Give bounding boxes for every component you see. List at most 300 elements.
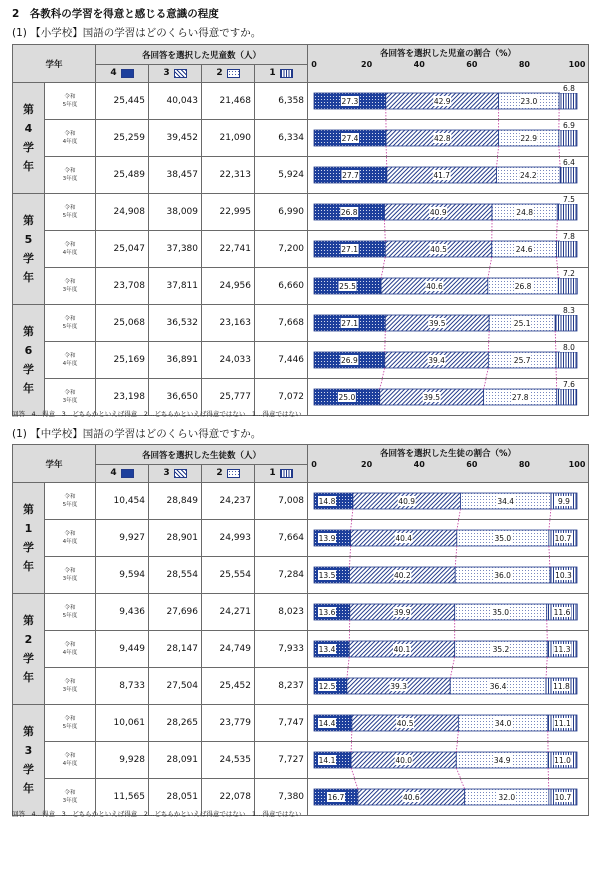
data-label: 24.8	[516, 208, 534, 217]
grade-char: 第	[23, 725, 34, 738]
connector-line	[347, 668, 348, 678]
data-label: 40.9	[398, 497, 416, 506]
axis-tick-label: 80	[518, 60, 530, 69]
data-label: 6.8	[563, 84, 575, 93]
page-heading: 2 各教科の学習を得意と感じる意識の程度	[12, 8, 219, 20]
table-row	[13, 231, 589, 268]
count-cell-2: 25,554	[202, 557, 255, 594]
data-label: 40.2	[394, 571, 411, 580]
data-label: 42.8	[434, 134, 451, 143]
survey-year	[45, 120, 96, 157]
data-label: 27.3	[341, 97, 359, 106]
axis-tick-label: 60	[466, 60, 478, 69]
data-label: 14.4	[318, 719, 336, 728]
data-label: 13.4	[318, 645, 336, 654]
data-label: 6.9	[563, 121, 575, 130]
response-key-label: 1	[269, 468, 276, 479]
grade-label	[13, 705, 45, 816]
count-cell-4: 25,068	[96, 305, 149, 342]
year-label: 3年度	[62, 576, 78, 582]
junior-table	[12, 444, 589, 816]
data-label: 7.2	[563, 269, 575, 278]
era-label: 令和	[64, 279, 76, 285]
grade-char: 年	[23, 560, 34, 573]
year-label: 4年度	[62, 250, 78, 256]
count-cell-3: 28,901	[149, 520, 202, 557]
bar-segment-1	[560, 167, 577, 183]
connector-line	[380, 379, 383, 389]
ratio-bar-cell	[308, 305, 589, 342]
count-cell-3: 38,009	[149, 194, 202, 231]
data-label: 26.8	[514, 282, 532, 291]
connector-line	[382, 368, 385, 378]
ratio-bar-cell	[308, 557, 589, 594]
data-label: 16.7	[327, 793, 345, 802]
connector-line	[351, 520, 352, 530]
year-label: 3年度	[62, 287, 78, 293]
data-label: 24.6	[515, 245, 533, 254]
table-row	[13, 594, 589, 631]
count-cell-4: 10,061	[96, 705, 149, 742]
count-cell-1: 7,446	[255, 342, 308, 379]
count-cell-2: 22,313	[202, 157, 255, 194]
table-row	[13, 557, 589, 594]
survey-year	[45, 231, 96, 268]
data-label: 32.0	[498, 793, 516, 802]
data-label: 40.1	[393, 645, 411, 654]
data-label: 6.4	[563, 158, 575, 167]
survey-year	[45, 520, 96, 557]
connector-line	[557, 257, 558, 267]
data-label: 41.7	[433, 171, 451, 180]
count-cell-4: 25,169	[96, 342, 149, 379]
ratio-bar-cell	[308, 83, 589, 120]
response-key-label: 2	[216, 468, 223, 479]
stacked-bar	[308, 120, 589, 156]
ratio-bar-cell	[308, 668, 589, 705]
response-key-label: 3	[163, 68, 170, 79]
count-cell-3: 28,051	[149, 779, 202, 816]
data-label: 25.7	[513, 356, 531, 365]
connector-line	[350, 546, 351, 556]
era-label: 令和	[64, 494, 76, 500]
count-cell-3: 36,891	[149, 342, 202, 379]
count-cell-1: 8,237	[255, 668, 308, 705]
data-label: 7.6	[563, 380, 575, 389]
ratio-bar-cell	[308, 268, 589, 305]
count-cell-2: 24,033	[202, 342, 255, 379]
count-cell-1: 6,334	[255, 120, 308, 157]
connector-line	[456, 742, 457, 752]
count-cell-4: 8,733	[96, 668, 149, 705]
ratio-chart-header	[308, 445, 589, 483]
grade-char: 年	[23, 782, 34, 795]
table-row	[13, 520, 589, 557]
data-label: 27.8	[511, 393, 529, 402]
data-label: 13.6	[318, 608, 336, 617]
connector-line	[490, 257, 492, 267]
connector-line	[381, 268, 383, 278]
count-cell-1: 5,924	[255, 157, 308, 194]
data-label: 27.1	[341, 245, 359, 254]
survey-year	[45, 157, 96, 194]
data-label: 40.5	[396, 719, 414, 728]
ratio-chart-header	[308, 45, 589, 83]
data-label: 40.4	[395, 534, 413, 543]
data-label: 23.0	[520, 97, 538, 106]
data-label: 34.4	[497, 497, 515, 506]
count-cell-3: 28,091	[149, 742, 202, 779]
response-key-label: 4	[110, 68, 117, 79]
count-cell-4: 25,445	[96, 83, 149, 120]
data-label: 40.6	[402, 793, 420, 802]
connector-line	[461, 779, 465, 789]
table-row	[13, 483, 589, 520]
data-label: 25.1	[513, 319, 531, 328]
count-cell-3: 27,696	[149, 594, 202, 631]
count-cell-4: 9,449	[96, 631, 149, 668]
axis-tick-label: 80	[518, 460, 530, 469]
grade-column-header: 学年	[13, 445, 96, 483]
connector-line	[557, 268, 558, 278]
year-label: 3年度	[62, 176, 78, 182]
data-label: 35.0	[492, 608, 510, 617]
count-cell-4: 9,436	[96, 594, 149, 631]
connector-line	[355, 779, 358, 789]
count-cell-4: 25,489	[96, 157, 149, 194]
data-label: 14.8	[318, 497, 336, 506]
connector-line	[456, 768, 460, 778]
era-label: 令和	[64, 716, 76, 722]
bar-segment-1	[555, 315, 577, 331]
count-cell-2: 22,995	[202, 194, 255, 231]
table-row	[13, 194, 589, 231]
ratio-bar-cell	[308, 194, 589, 231]
year-label: 5年度	[62, 324, 78, 330]
data-label: 8.3	[563, 306, 575, 315]
stacked-bar	[308, 705, 589, 741]
stacked-bar	[308, 305, 589, 341]
connector-line	[350, 557, 351, 567]
year-label: 5年度	[62, 102, 78, 108]
count-cell-4: 9,927	[96, 520, 149, 557]
table-row	[13, 742, 589, 779]
data-label: 27.4	[341, 134, 359, 143]
data-label: 25.0	[338, 393, 356, 402]
count-cell-2: 24,956	[202, 268, 255, 305]
data-label: 9.9	[558, 497, 570, 506]
era-label: 令和	[64, 131, 76, 137]
era-label: 令和	[64, 605, 76, 611]
grade-char: 学	[23, 363, 34, 376]
data-label: 11.6	[553, 608, 571, 617]
stacked-bar	[308, 483, 589, 519]
connector-line	[352, 509, 353, 519]
stacked-bar	[308, 268, 589, 304]
axis-ticks	[308, 462, 588, 474]
count-cell-2: 24,749	[202, 631, 255, 668]
grade-char: 学	[23, 252, 34, 265]
grade-label	[13, 594, 45, 705]
count-cell-4: 9,928	[96, 742, 149, 779]
elementary-legend-note: 回答 4…得意 3…どちらかといえば得意 2…どちらかといえば得意ではない 1…得意ではない	[12, 410, 302, 418]
response-key-2	[202, 465, 255, 483]
survey-year	[45, 668, 96, 705]
year-label: 4年度	[62, 650, 78, 656]
count-cell-3: 28,554	[149, 557, 202, 594]
data-label: 40.5	[430, 245, 447, 254]
data-label: 11.3	[553, 645, 571, 654]
grade-char: 第	[23, 103, 34, 116]
data-label: 27.1	[341, 319, 359, 328]
era-label: 令和	[64, 790, 76, 796]
bar-segment-1	[557, 389, 577, 405]
axis-tick-label: 60	[466, 460, 478, 469]
ratio-bar-cell	[308, 742, 589, 779]
count-cell-1: 7,008	[255, 483, 308, 520]
count-cell-3: 27,504	[149, 668, 202, 705]
survey-year	[45, 305, 96, 342]
axis-tick-label: 100	[568, 60, 586, 69]
grade-char: 年	[23, 671, 34, 684]
data-label: 10.3	[555, 571, 572, 580]
junior-subtitle: (1) 【中学校】国語の学習はどのくらい得意ですか。	[12, 428, 262, 440]
data-label: 27.7	[342, 171, 359, 180]
axis-tick-label: 20	[361, 460, 373, 469]
count-cell-2: 24,993	[202, 520, 255, 557]
era-label: 令和	[64, 205, 76, 211]
grade-label	[13, 194, 45, 305]
count-cell-4: 10,454	[96, 483, 149, 520]
era-label: 令和	[64, 353, 76, 359]
count-cell-1: 6,660	[255, 268, 308, 305]
pattern-swatch-icon	[121, 69, 134, 78]
ratio-chart-title: 各回答を選択した生徒の割合（%）	[380, 449, 517, 459]
data-label: 39.3	[390, 682, 407, 691]
pattern-swatch-icon	[121, 469, 134, 478]
response-key-label: 2	[216, 68, 223, 79]
data-label: 36.4	[489, 682, 507, 691]
year-label: 5年度	[62, 724, 78, 730]
count-cell-3: 37,380	[149, 231, 202, 268]
bar-segment-1	[559, 93, 577, 109]
data-label: 7.8	[563, 232, 575, 241]
pattern-swatch-icon	[280, 69, 293, 78]
pattern-swatch-icon	[227, 469, 240, 478]
connector-line	[484, 379, 486, 389]
response-key-label: 1	[269, 68, 276, 79]
connector-line	[547, 657, 548, 667]
data-label: 35.2	[492, 645, 510, 654]
elementary-table	[12, 44, 589, 416]
grade-char: 4	[24, 122, 33, 135]
count-cell-4: 25,259	[96, 120, 149, 157]
grade-column-header: 学年	[13, 45, 96, 83]
survey-year	[45, 594, 96, 631]
data-label: 13.9	[318, 534, 336, 543]
data-label: 24.2	[520, 171, 537, 180]
pattern-swatch-icon	[174, 469, 187, 478]
count-cell-1: 7,284	[255, 557, 308, 594]
data-label: 11.0	[554, 756, 571, 765]
connector-line	[450, 668, 452, 678]
survey-year	[45, 483, 96, 520]
survey-year	[45, 742, 96, 779]
data-label: 34.0	[494, 719, 512, 728]
year-label: 4年度	[62, 761, 78, 767]
stacked-bar	[308, 342, 589, 378]
connector-line	[453, 657, 455, 667]
stacked-bar	[308, 83, 589, 119]
count-cell-1: 7,747	[255, 705, 308, 742]
table-row	[13, 705, 589, 742]
junior-legend-note: 回答 4…得意 3…どちらかといえば得意 2…どちらかといえば得意ではない 1…得意ではない	[12, 810, 302, 818]
response-key-2	[202, 65, 255, 83]
survey-year	[45, 83, 96, 120]
table-row	[13, 83, 589, 120]
ratio-bar-cell	[308, 231, 589, 268]
grade-char: 学	[23, 763, 34, 776]
era-label: 令和	[64, 679, 76, 685]
survey-year	[45, 705, 96, 742]
stacked-bar	[308, 742, 589, 778]
count-column-header: 各回答を選択した児童数（人）	[96, 45, 308, 65]
table-row	[13, 268, 589, 305]
bar-segment-1	[557, 241, 578, 257]
response-key-label: 3	[163, 468, 170, 479]
stacked-bar	[308, 231, 589, 267]
connector-line	[550, 509, 551, 519]
ratio-bar-cell	[308, 594, 589, 631]
data-label: 42.9	[433, 97, 451, 106]
count-cell-4: 23,198	[96, 379, 149, 416]
table-row	[13, 120, 589, 157]
count-cell-1: 7,668	[255, 305, 308, 342]
data-label: 35.0	[494, 534, 512, 543]
count-cell-4: 25,047	[96, 231, 149, 268]
count-cell-1: 6,990	[255, 194, 308, 231]
count-cell-2: 24,237	[202, 483, 255, 520]
ratio-bar-cell	[308, 631, 589, 668]
count-cell-3: 36,650	[149, 379, 202, 416]
data-label: 39.4	[428, 356, 445, 365]
survey-year	[45, 631, 96, 668]
response-key-4	[96, 65, 149, 83]
data-label: 7.5	[563, 195, 575, 204]
data-label: 11.8	[553, 682, 570, 691]
year-label: 3年度	[62, 687, 78, 693]
grade-char: 第	[23, 214, 34, 227]
response-key-3	[149, 65, 202, 83]
grade-char: 3	[24, 744, 33, 757]
bar-segment-1	[556, 352, 577, 368]
count-cell-2: 21,468	[202, 83, 255, 120]
data-label: 39.9	[393, 608, 411, 617]
year-label: 5年度	[62, 502, 78, 508]
year-label: 4年度	[62, 139, 78, 145]
era-label: 令和	[64, 531, 76, 537]
axis-ticks	[308, 62, 588, 74]
connector-line	[549, 557, 550, 567]
count-cell-1: 6,358	[255, 83, 308, 120]
table-row	[13, 631, 589, 668]
axis-tick-label: 100	[568, 460, 586, 469]
era-label: 令和	[64, 168, 76, 174]
count-cell-2: 22,078	[202, 779, 255, 816]
connector-line	[457, 731, 458, 741]
era-label: 令和	[64, 316, 76, 322]
grade-char: 第	[23, 325, 34, 338]
data-label: 10.7	[554, 793, 572, 802]
ratio-chart-title: 各回答を選択した児童の割合（%）	[380, 49, 517, 59]
elementary-subtitle: (1) 【小学校】国語の学習はどのくらい得意ですか。	[12, 27, 262, 39]
year-label: 3年度	[62, 798, 78, 804]
table-row	[13, 157, 589, 194]
data-label: 40.6	[426, 282, 443, 291]
ratio-bar-cell	[308, 520, 589, 557]
count-cell-2: 21,090	[202, 120, 255, 157]
year-label: 5年度	[62, 213, 78, 219]
stacked-bar	[308, 157, 589, 193]
grade-char: 学	[23, 141, 34, 154]
data-label: 13.5	[318, 571, 336, 580]
grade-char: 5	[24, 233, 33, 246]
axis-tick-label: 40	[413, 460, 425, 469]
era-label: 令和	[64, 642, 76, 648]
stacked-bar	[308, 631, 589, 667]
table-row	[13, 668, 589, 705]
pattern-swatch-icon	[280, 469, 293, 478]
data-label: 14.1	[318, 756, 336, 765]
grade-char: 学	[23, 652, 34, 665]
count-cell-2: 23,779	[202, 705, 255, 742]
grade-char: 年	[23, 160, 34, 173]
count-cell-4: 9,594	[96, 557, 149, 594]
count-cell-1: 7,072	[255, 379, 308, 416]
count-cell-3: 40,043	[149, 83, 202, 120]
bar-segment-1	[559, 130, 577, 146]
count-cell-4: 23,708	[96, 268, 149, 305]
count-column-header: 各回答を選択した生徒数（人）	[96, 445, 308, 465]
era-label: 令和	[64, 568, 76, 574]
count-cell-3: 36,532	[149, 305, 202, 342]
ratio-bar-cell	[308, 342, 589, 379]
count-cell-1: 7,200	[255, 231, 308, 268]
data-label: 39.5	[423, 393, 441, 402]
count-cell-2: 24,271	[202, 594, 255, 631]
bar-segment-1	[557, 204, 577, 220]
connector-line	[488, 268, 490, 278]
stacked-bar	[308, 520, 589, 556]
response-key-1	[255, 65, 308, 83]
ratio-bar-cell	[308, 120, 589, 157]
year-label: 3年度	[62, 398, 78, 404]
stacked-bar	[308, 379, 589, 415]
grade-char: 1	[24, 522, 33, 535]
ratio-bar-cell	[308, 705, 589, 742]
count-cell-1: 7,933	[255, 631, 308, 668]
axis-tick-label: 0	[311, 460, 317, 469]
table-row	[13, 342, 589, 379]
connector-line	[455, 557, 456, 567]
connector-line	[546, 668, 547, 678]
year-label: 4年度	[62, 539, 78, 545]
connector-line	[348, 657, 349, 667]
data-label: 12.5	[318, 682, 336, 691]
pattern-swatch-icon	[174, 69, 187, 78]
connector-line	[559, 146, 560, 156]
data-label: 10.7	[554, 534, 572, 543]
